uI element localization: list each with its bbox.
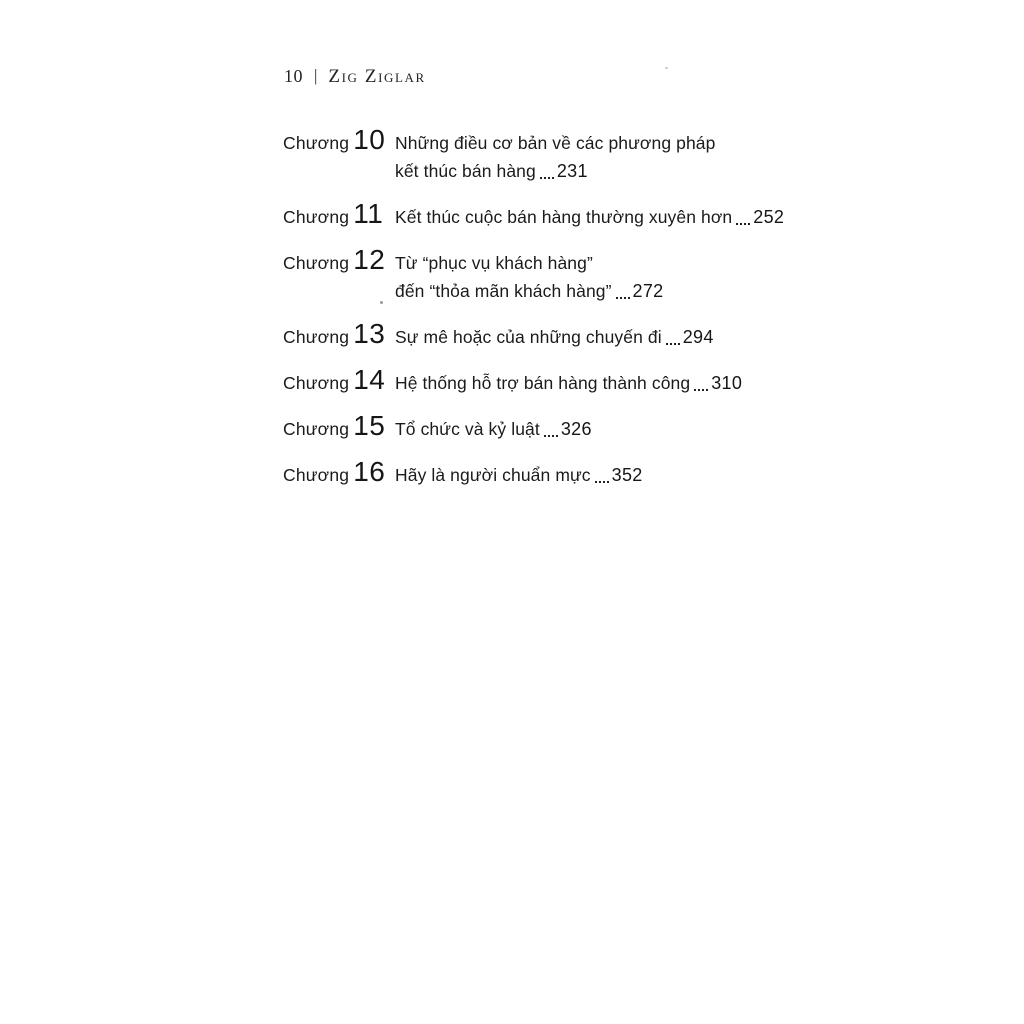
toc-entry — [283, 458, 741, 489]
title-column — [395, 129, 741, 185]
title-column — [395, 415, 741, 443]
page-number: 310 — [711, 373, 743, 393]
page-number: 252 — [753, 207, 785, 227]
chapter-title-text: Hãy là người chuẩn mực — [395, 465, 591, 485]
chapter-column — [283, 458, 395, 489]
dot-leader — [595, 481, 609, 483]
chapter-title-line — [395, 415, 741, 443]
chapter-title-line: Từ “phục vụ khách hàng” — [395, 253, 593, 273]
author-name: Zig Ziglar — [328, 66, 426, 87]
chapter-label: Chương — [283, 253, 350, 273]
chapter-title-line — [395, 157, 741, 185]
chapter-number: 11 — [353, 198, 384, 229]
title-column — [395, 461, 741, 489]
dot-leader — [616, 297, 630, 299]
page-number: 294 — [682, 327, 714, 347]
chapter-label: Chương — [283, 207, 350, 227]
title-column — [395, 369, 741, 397]
dot-leader — [540, 177, 554, 179]
dot-leader — [736, 223, 750, 225]
chapter-column — [283, 126, 395, 157]
page-number: 231 — [556, 161, 588, 181]
chapter-column — [283, 366, 395, 397]
chapter-title-text: Sự mê hoặc của những chuyến đi — [395, 327, 662, 347]
title-column — [395, 203, 785, 231]
chapter-number: 12 — [353, 244, 386, 275]
toc-entry — [283, 198, 785, 231]
chapter-column — [283, 412, 395, 443]
title-column — [395, 249, 741, 305]
toc-entry — [283, 126, 741, 185]
chapter-number: 15 — [353, 410, 386, 441]
scan-artifact-dot — [380, 301, 383, 304]
toc-entry — [283, 246, 741, 305]
chapter-number: 16 — [353, 456, 386, 487]
chapter-label: Chương — [283, 465, 350, 485]
chapter-number: 10 — [353, 124, 386, 155]
chapter-title-text: đến “thỏa mãn khách hàng” — [395, 281, 612, 301]
chapter-number: 13 — [353, 318, 386, 349]
title-column — [395, 323, 741, 351]
chapter-title-line: Những điều cơ bản về các phương pháp — [395, 133, 716, 153]
header-separator: | — [314, 66, 318, 85]
chapter-title-line — [395, 203, 785, 231]
chapter-title-line — [395, 461, 741, 489]
chapter-column — [283, 320, 395, 351]
chapter-label: Chương — [283, 373, 350, 393]
chapter-number: 14 — [353, 364, 386, 395]
toc-entry — [283, 366, 741, 397]
running-header — [284, 64, 426, 89]
toc-entry — [283, 320, 741, 351]
chapter-title-line — [395, 277, 741, 305]
chapter-label: Chương — [283, 133, 350, 153]
page-number: 272 — [632, 281, 664, 301]
dot-leader — [544, 435, 558, 437]
toc-entry — [283, 412, 741, 443]
table-of-contents — [283, 124, 785, 504]
scan-artifact-speck — [665, 67, 668, 69]
chapter-column — [283, 200, 395, 231]
chapter-column — [283, 246, 395, 277]
chapter-title-line — [395, 323, 741, 351]
folio-page-number: 10 — [284, 66, 303, 86]
dot-leader — [666, 343, 680, 345]
page-number: 352 — [611, 465, 643, 485]
chapter-label: Chương — [283, 419, 350, 439]
chapter-label: Chương — [283, 327, 350, 347]
chapter-title-text: Kết thúc cuộc bán hàng thường xuyên hơn — [395, 207, 733, 227]
chapter-title-text: Hệ thống hỗ trợ bán hàng thành công — [395, 373, 691, 393]
chapter-title-text: Tổ chức và kỷ luật — [395, 419, 540, 439]
dot-leader — [694, 389, 708, 391]
chapter-title-line — [395, 369, 741, 397]
page-number: 326 — [560, 419, 592, 439]
chapter-title-text: kết thúc bán hàng — [395, 161, 536, 181]
